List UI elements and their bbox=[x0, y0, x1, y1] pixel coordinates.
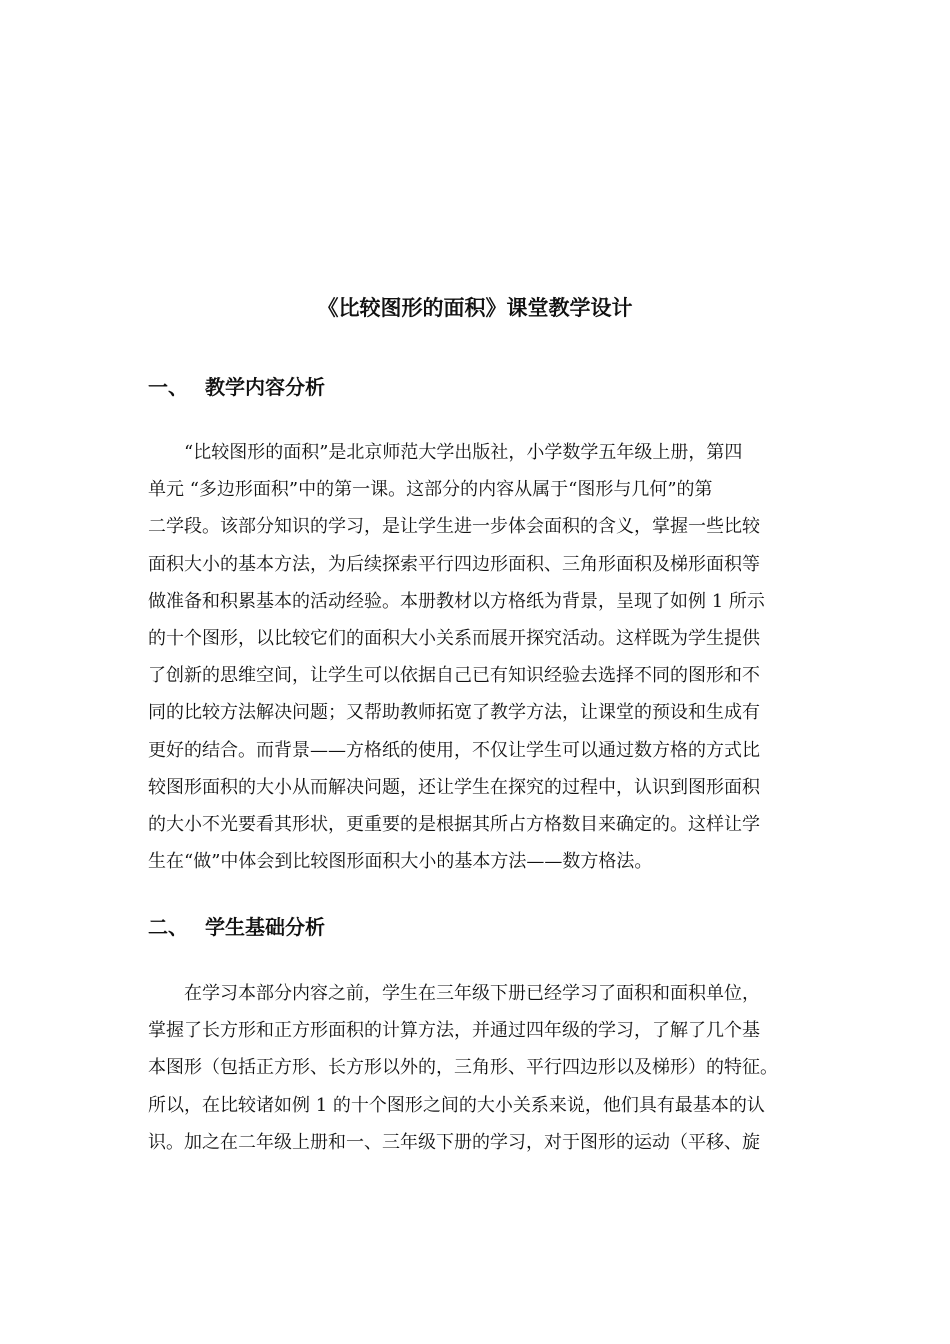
section-title: 学生基础分析 bbox=[205, 915, 325, 939]
paragraph-line: 更好的结合。而背景——方格纸的使用，不仅让学生可以通过数方格的方式比 bbox=[148, 739, 760, 761]
paragraph-line: 在学习本部分内容之前，学生在三年级下册已经学习了面积和面积单位， bbox=[148, 983, 760, 1004]
paragraph-line: 单元 “多边形面积”中的第一课。这部分的内容从属于“图形与几何”的第 bbox=[148, 479, 713, 501]
section-number: 一、 bbox=[148, 375, 188, 399]
paragraph-line: 面积大小的基本方法，为后续探索平行四边形面积、三角形面积及梯形面积等 bbox=[148, 553, 760, 575]
paragraph-line: 的十个图形，以比较它们的面积大小关系而展开探究活动。这样既为学生提供 bbox=[148, 628, 760, 650]
paragraph-line: 二学段。该部分知识的学习，是让学生进一步体会面积的含义，掌握一些比较 bbox=[148, 516, 760, 538]
paragraph-line: 的大小不光要看其形状，更重要的是根据其所占方格数目来确定的。这样让学 bbox=[148, 814, 760, 836]
document-title: 《比较图形的面积》课堂教学设计 bbox=[317, 296, 633, 320]
paragraph-line: 较图形面积的大小从而解决问题，还让学生在探究的过程中，认识到图形面积 bbox=[148, 776, 760, 798]
paragraph-line: 本图形（包括正方形、长方形以外的，三角形、平行四边形以及梯形）的特征。 bbox=[148, 1057, 778, 1079]
section-heading-content-analysis bbox=[148, 372, 808, 402]
paragraph-line: 掌握了长方形和正方形面积的计算方法，并通过四年级的学习，了解了几个基 bbox=[148, 1020, 760, 1042]
paragraph-line: 识。加之在二年级上册和一、三年级下册的学习，对于图形的运动（平移、旋 bbox=[148, 1131, 760, 1153]
paragraph-content-analysis bbox=[148, 434, 813, 880]
paragraph-line: 生在“做”中体会到比较图形面积大小的基本方法——数方格法。 bbox=[148, 851, 653, 873]
paragraph-line: 了创新的思维空间，让学生可以依据自己已有知识经验去选择不同的图形和不 bbox=[148, 665, 760, 687]
section-number: 二、 bbox=[148, 915, 188, 939]
paragraph-line: 同的比较方法解决问题；又帮助教师拓宽了教学方法，让课堂的预设和生成有 bbox=[148, 702, 760, 724]
paragraph-line: 所以，在比较诸如例 1 的十个图形之间的大小关系来说，他们具有最基本的认 bbox=[148, 1094, 765, 1116]
paragraph-line: “比较图形的面积”是北京师范大学出版社，小学数学五年级上册，第四 bbox=[148, 442, 743, 463]
section-heading-student-analysis bbox=[148, 912, 808, 942]
paragraph-student-analysis bbox=[148, 975, 813, 1161]
paragraph-line: 做准备和积累基本的活动经验。本册教材以方格纸为背景，呈现了如例 1 所示 bbox=[148, 590, 765, 612]
section-title: 教学内容分析 bbox=[205, 375, 325, 399]
